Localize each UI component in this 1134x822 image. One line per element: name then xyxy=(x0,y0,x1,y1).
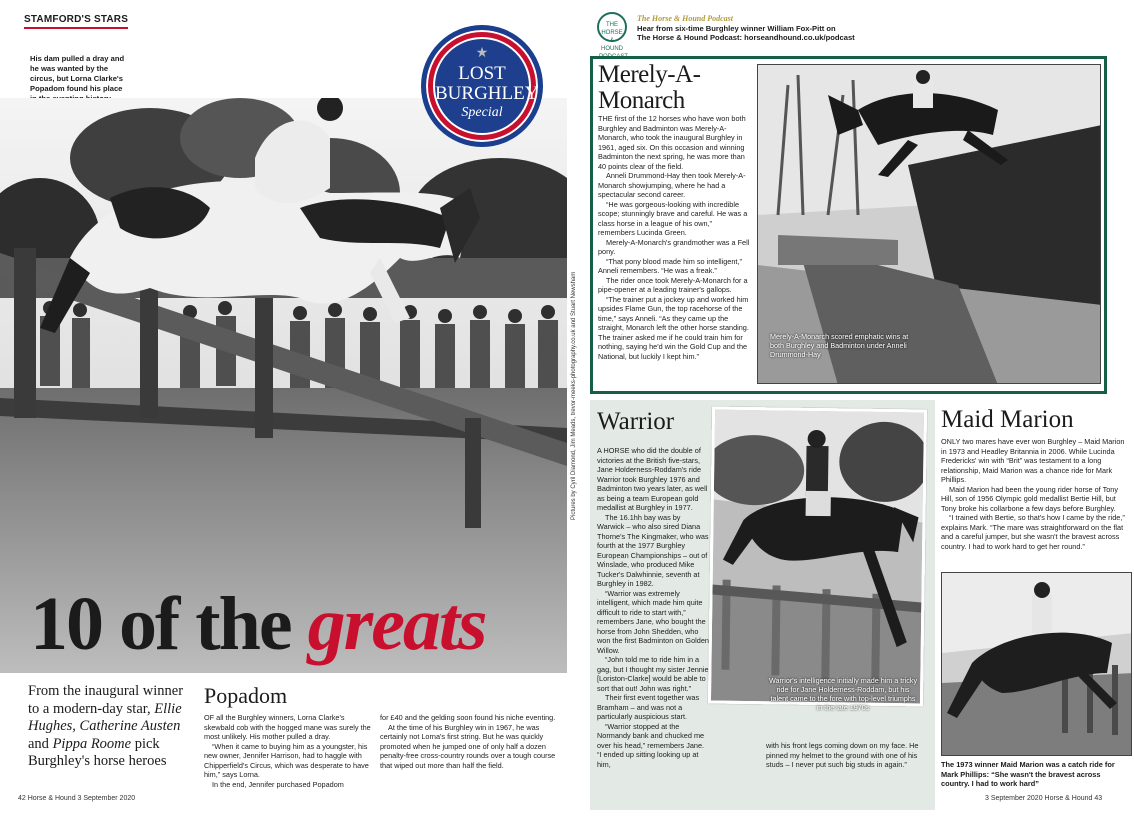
standfirst-name3: Pippa Roome xyxy=(52,735,132,752)
paragraph: “Warrior stopped at the Normandy bank and chucked me over his head,” remembers Jane. “I ended up sitting looking up at him, xyxy=(597,721,705,769)
standfirst xyxy=(28,683,196,771)
page-folio-right: 3 September 2020 Horse & Hound 43 xyxy=(985,795,1103,802)
paragraph: OF all the Burghley winners, Lorna Clarke's skewbald cob with the hogged mane was surely the most unlikely. His mother pulled a dray. xyxy=(204,713,371,741)
section-label: STAMFORD'S STARS xyxy=(24,14,128,29)
warrior-heading: Warrior xyxy=(597,408,675,435)
paragraph: Anneli Drummond-Hay then took Merely-A-Monarch showjumping, where he had a spectacular second career. xyxy=(598,171,746,199)
paragraph: “When it came to buying him as a youngster, his new owner, Jennifer Harrison, had to haggle with Chipperfield's Circus, which was desperate to have him,” says Lorna. xyxy=(204,741,369,779)
standfirst-end: pick Burghley's horse heroes xyxy=(28,735,167,769)
podcast-line2: The Horse & Hound Podcast: horseandhound.co.uk/podcast xyxy=(637,33,855,42)
badge-line1: LOST xyxy=(458,63,506,84)
warrior-continuation xyxy=(766,741,924,770)
standfirst-text: From the inaugural winner to a modern-day star, xyxy=(28,683,184,717)
merely-a-monarch-text xyxy=(598,114,750,361)
paragraph: Maid Marion had been the young rider horse of Tony Hill, son of 1956 Olympic gold medallist Bertie Hill, but Tony broke his collarbone a few days before Burghley. xyxy=(941,484,1119,513)
paragraph: “He was gorgeous-looking with incredible scope; stunningly brave and careful. He was a class horse in a league of his own,” remembers Lucinda Green. xyxy=(598,199,748,237)
merely-a-monarch-heading: Merely-A-Monarch xyxy=(598,61,701,114)
paragraph: ONLY two mares have ever won Burghley – Maid Marion in 1973 and Headley Britannia in 2006. While Lucinda Fredericks' win with “Brit” was testament to a long relationship, Maid Marion was a chance ride for Mark Phillips. xyxy=(941,437,1125,484)
podcast-logo: THE HORSE & HOUND PODCAST xyxy=(597,12,627,42)
paragraph: “The trainer put a jockey up and worked him upsides Flame Gun, the top racehorse of the time,” says Anneli. “As they came up the straight, Monarch left the other horse standing. The trainer asked me if he could train him for nothing, saying he'd win the Gold Cup and the National, but luckily I kept him.” xyxy=(598,294,749,361)
badge-inner xyxy=(433,37,539,135)
popadom-column-1 xyxy=(204,713,374,789)
maid-marion-text xyxy=(941,437,1126,551)
paragraph: with his front legs coming down on my face. He pinned my helmet to the ground with one of his studs – I never put such big studs in again.” xyxy=(766,741,919,769)
maid-marion-caption: The 1973 winner Maid Marion was a catch ride for Mark Phillips: “She wasn't the bravest across country. I had to work hard” xyxy=(941,760,1115,788)
warrior-text xyxy=(597,446,709,769)
headline-red: greats xyxy=(307,582,486,666)
paragraph: for £40 and the gelding soon found his niche eventing. xyxy=(380,713,556,722)
paragraph: “John told me to ride him in a gag, but I thought my sister Jennie [Loriston-Clarke] would be able to sort that out! John was right.” xyxy=(597,655,709,693)
paragraph: Merely-A-Monarch's grandmother was a Fell pony. xyxy=(598,237,750,256)
paragraph: THE first of the 12 horses who have won both Burghley and Badminton was Merely-A-Monarch, who took the inaugural Burghley in 1961, aged six. On this occasion and winning Badminton the next spring, he was more than 40 points clear of the field. xyxy=(598,114,746,171)
standfirst-and: and xyxy=(28,735,53,752)
maid-marion-heading: Maid Marion xyxy=(941,406,1074,433)
page-folio-left: 42 Horse & Hound 3 September 2020 xyxy=(18,795,136,802)
warrior-photo xyxy=(708,407,927,707)
headline-black: 10 of the xyxy=(30,582,308,666)
paragraph: At the time of his Burghley win in 1967, he was certainly not Lorna's first string. But he was quickly promoted when he jumped one of only half a dozen penalty-free cross-country rounds over a tough course that wiped out more than half the field. xyxy=(380,722,556,770)
warrior-caption: Warrior's intelligence initially made him a tricky ride for Jane Holderness-Roddam, but his talent came to the fore with top-level triumphs in the late 1970s xyxy=(768,676,918,712)
badge-line2: BURGHLEY xyxy=(435,83,539,104)
paragraph: A HORSE who did the double of victories at the British five-stars, Jane Holderness-Roddam's ride Warrior took Burghley 1976 and Badminton two years later, as well as being a team European gold medallist at Burghley in 1977. xyxy=(597,446,708,512)
paragraph: In the end, Jennifer purchased Popadom xyxy=(212,779,344,789)
podcast-line1: Hear from six-time Burghley winner William Fox-Pitt on xyxy=(637,24,836,33)
badge-line3: Special xyxy=(461,105,503,120)
paragraph: “That pony blood made him so intelligent,” Anneli remembers. “He was a freak.” xyxy=(598,256,742,275)
merely-a-monarch-caption: Merely-A-Monarch scored emphatic wins at both Burghley and Badminton under Anneli Drummond-Hay xyxy=(770,332,909,359)
popadom-heading: Popadom xyxy=(204,683,288,708)
lost-burghley-badge xyxy=(421,25,543,147)
star-icon: ★ xyxy=(475,46,489,61)
popadom-column-2 xyxy=(380,713,562,770)
paragraph: The 16.1hh bay was by Warwick – who also sired Diana Thorne's The Kingmaker, who was fourth at the 1977 Burghley European Championships – out of Winslade, who produced Mike Tucker's Dalwhinnie, seventh at Burghley in 1982. xyxy=(597,512,709,588)
paragraph: “Warrior was extremely intelligent, which made him quite difficult to ride to start with,” remembers Jane, who bought the horse from John Shedden, who won the first Badminton on Golden Willow. xyxy=(597,588,709,655)
intro-caption: His dam pulled a dray and he was wanted by the circus, but Lorna Clarke's Popadom found his place xyxy=(30,54,125,93)
paragraph: “I trained with Bertie, so that's how I came by the ride,” explains Mark. “The mare was straightforward on the flat and a careful jumper, but she wasn't the bravest across country. I had to work hard to get her round.” xyxy=(941,513,1125,551)
podcast-title: The Horse & Hound Podcast xyxy=(637,14,734,23)
paragraph: Their first event together was Bramham – and was not a particularly auspicious start. xyxy=(597,693,700,721)
maid-marion-photo xyxy=(941,572,1132,756)
picture-credit: Pictures by Cyril Diamond, Jim Meads, trevor-meeks-photography.co.uk and Stuart Newsham xyxy=(571,271,577,520)
paragraph: The rider once took Merely-A-Monarch for a pipe-opener at a leading trainer's gallops. xyxy=(598,275,748,294)
headline xyxy=(30,584,570,664)
standfirst-names: Ellie Hughes, Catherine Austen xyxy=(28,700,182,734)
